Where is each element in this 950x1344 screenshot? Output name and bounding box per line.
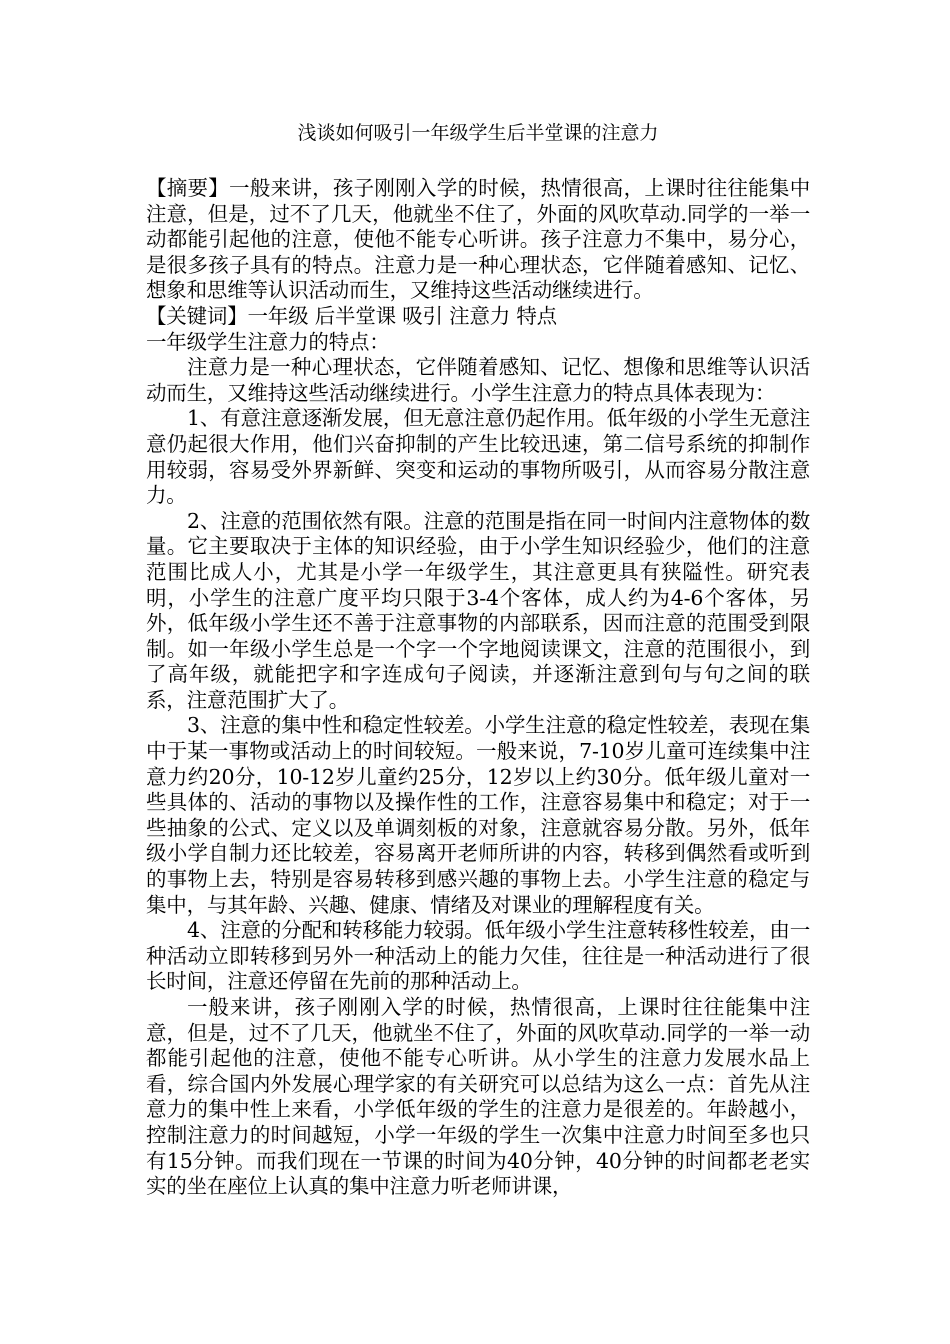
document-body	[146, 176, 810, 1200]
body-paragraph-point-3: 3、注意的集中性和稳定性较差。小学生注意的稳定性较差，表现在集中于某一事物或活动上的时间较短。一般来说，7-10岁儿童可连续集中注意力约20分，10-12岁儿童约25分，12岁以上约30分。低年级儿童对一些具体的、活动的事物以及操作性的工作，注意容易集中和稳定；对于一些抽象的公式、定义以及单调刻板的对象，注意就容易分散。另外，低年级小学自制力还比较差，容易离开老师所讲的内容，转移到偶然看或听到的事物上去，特别是容易转移到感兴趣的事物上去。小学生注意的稳定与集中，与其年龄、兴趣、健康、情绪及对课业的理解程度有关。	[146, 713, 810, 917]
abstract-paragraph: 【摘要】一般来讲，孩子刚刚入学的时候，热情很高，上课时往往能集中注意，但是，过不了几天，他就坐不住了，外面的风吹草动.同学的一举一动都能引起他的注意，使他不能专心听讲。孩子注意力不集中，易分心，是很多孩子具有的特点。注意力是一种心理状态，它伴随着感知、记忆、想象和思维等认识活动而生，又维持这些活动继续进行。	[146, 176, 810, 303]
document-title: 浅谈如何吸引一年级学生后半堂课的注意力	[297, 122, 659, 144]
body-paragraph-intro: 注意力是一种心理状态，它伴随着感知、记忆、想像和思维等认识活动而生，又维持这些活动继续进行。小学生注意力的特点具体表现为：	[146, 355, 810, 405]
section-heading: 一年级学生注意力的特点：	[146, 329, 390, 354]
body-paragraph-point-2: 2、注意的范围依然有限。注意的范围是指在同一时间内注意物体的数量。它主要取决于主体的知识经验，由于小学生知识经验少，他们的注意范围比成人小，尤其是小学一年级学生，其注意更具有狭隘性。研究表明，小学生的注意广度平均只限于3-4个客体，成人约为4-6个客体，另外，低年级小学生还不善于注意事物的内部联系，因而注意的范围受到限制。如一年级小学生总是一个字一个字地阅读课文，注意的范围很小，到了高年级，就能把字和字连成句子阅读，并逐渐注意到句与句之间的联系，注意范围扩大了。	[146, 508, 810, 712]
body-paragraph-summary: 一般来讲，孩子刚刚入学的时候，热情很高，上课时往往能集中注意，但是，过不了几天，他就坐不住了，外面的风吹草动.同学的一举一动都能引起他的注意，使他不能专心听讲。从小学生的注意力发展水品上看，综合国内外发展心理学家的有关研究可以总结为这么一点：首先从注意力的集中性上来看，小学低年级的学生的注意力是很差的。年龄越小，控制注意力的时间越短，小学一年级的学生一次集中注意力时间至多也只有15分钟。而我们现在一节课的时间为40分钟，40分钟的时间都老老实实的坐在座位上认真的集中注意力听老师讲课，	[146, 995, 810, 1199]
body-paragraph-point-4: 4、注意的分配和转移能力较弱。低年级小学生注意转移性较差，由一种活动立即转移到另外一种活动上的能力欠佳，往往是一种活动进行了很长时间，注意还停留在先前的那种活动上。	[146, 918, 810, 994]
body-paragraph-point-1: 1、有意注意逐渐发展，但无意注意仍起作用。低年级的小学生无意注意仍起很大作用，他们兴奋抑制的产生比较迅速，第二信号系统的抑制作用较弱，容易受外界新鲜、突变和运动的事物所吸引，从而容易分散注意力。	[146, 406, 810, 508]
document-page	[146, 120, 810, 1200]
keywords-line: 【关键词】一年级 后半堂课 吸引 注意力 特点	[146, 303, 557, 328]
